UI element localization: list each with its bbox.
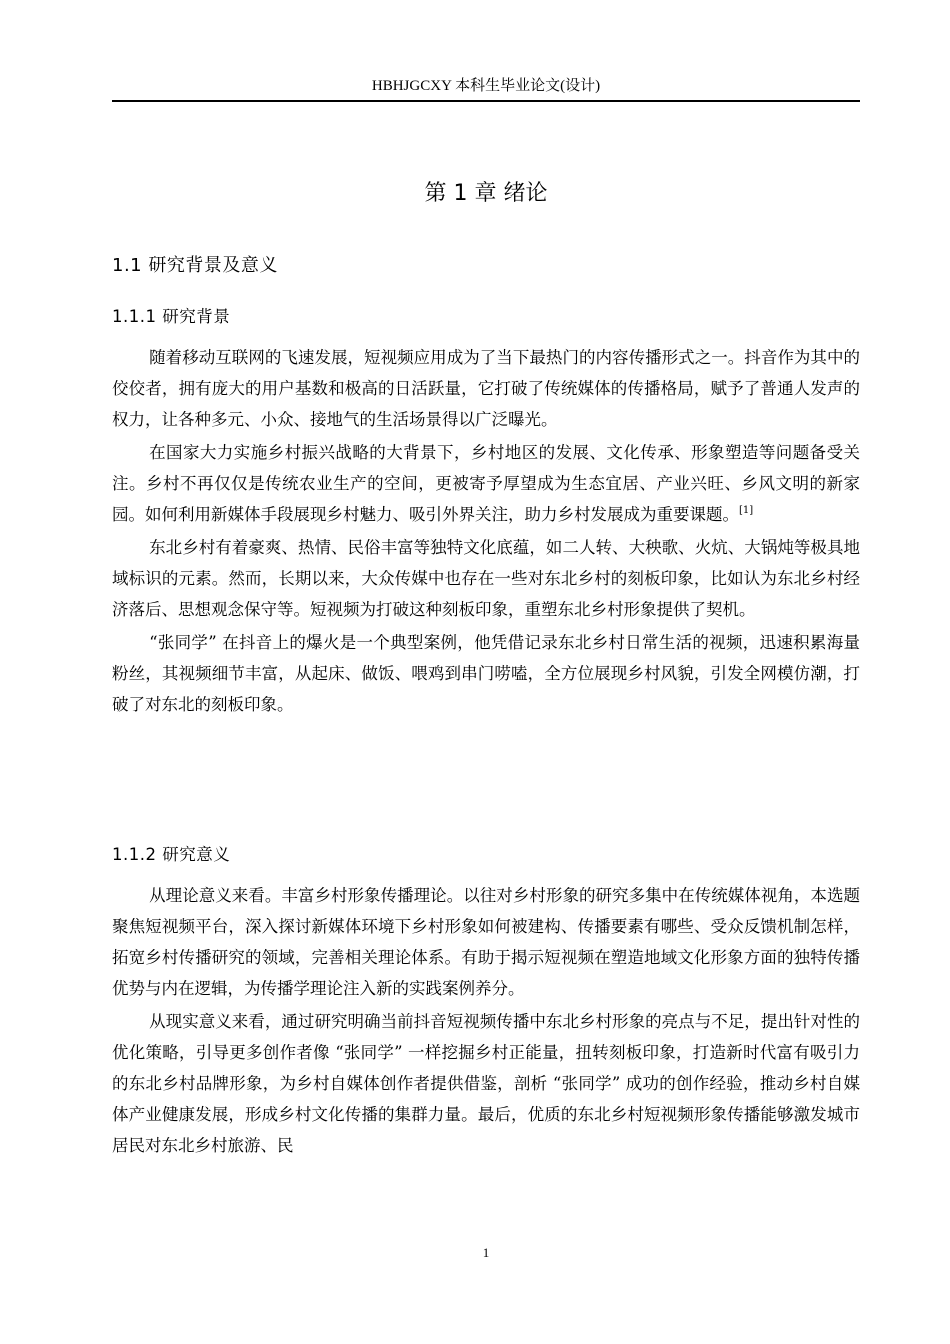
paragraph [112, 437, 860, 530]
paragraph: 东北乡村有着豪爽、热情、民俗丰富等独特文化底蕴，如二人转、大秧歌、火炕、大锅炖等极具地域标识的元素。然而，长期以来，大众传媒中也存在一些对东北乡村的刻板印象，比如认为东北乡村经济落后、思想观念保守等。短视频为打破这种刻板印象，重塑东北乡村形象提供了契机。 [112, 538, 860, 619]
page-header: HBHJGCXY 本科生毕业论文(设计) [371, 78, 601, 94]
section-heading-1-1-2: 1.1.2 研究意义 [112, 845, 231, 864]
paragraph: 从现实意义来看，通过研究明确当前抖音短视频传播中东北乡村形象的亮点与不足，提出针对性的优化策略，引导更多创作者像 “张同学” 一样挖掘乡村正能量，扭转刻板印象，打造新时代富有吸引力的东北乡村品牌形象，为乡村自媒体创作者提供借鉴，剖析 “张同学” 成功的创作经验，推动乡村自媒体产业健康发展，形成乡村文化传播的集群力量。最后，优质的东北乡村短视频形象传播能够激发城市居民对东北乡村旅游、民 [112, 1012, 860, 1155]
section-heading-1-1: 1.1 研究背景及意义 [112, 255, 278, 276]
section-1-1-1-body [112, 342, 860, 722]
citation-reference: [1] [739, 505, 754, 516]
paragraph: 从理论意义来看。丰富乡村形象传播理论。以往对乡村形象的研究多集中在传统媒体视角，本选题聚焦短视频平台，深入探讨新媒体环境下乡村形象如何被建构、传播要素有哪些、受众反馈机制怎样，拓宽乡村传播研究的领域，完善相关理论体系。有助于揭示短视频在塑造地域文化形象方面的独特传播优势与内在逻辑，为传播学理论注入新的实践案例养分。 [112, 886, 860, 998]
section-1-1-2-body [112, 880, 860, 1163]
paragraph: 随着移动互联网的飞速发展，短视频应用成为了当下最热门的内容传播形式之一。抖音作为其中的佼佼者，拥有庞大的用户基数和极高的日活跃量，它打破了传统媒体的传播格局，赋予了普通人发声的权力，让各种多元、小众、接地气的生活场景得以广泛曝光。 [112, 348, 860, 429]
paragraph: “张同学” 在抖音上的爆火是一个典型案例，他凭借记录东北乡村日常生活的视频，迅速积累海量粉丝，其视频细节丰富，从起床、做饭、喂鸡到串门唠嗑，全方位展现乡村风貌，引发全网模仿潮，打破了对东北的刻板印象。 [112, 633, 860, 714]
header-divider [112, 100, 860, 102]
section-heading-1-1-1: 1.1.1 研究背景 [112, 307, 231, 326]
page-number: 1 [482, 1245, 490, 1260]
paragraph-text: 在国家大力实施乡村振兴战略的大背景下，乡村地区的发展、文化传承、形象塑造等问题备受关注。乡村不再仅仅是传统农业生产的空间，更被寄予厚望成为生态宜居、产业兴旺、乡风文明的新家园。如何利用新媒体手段展现乡村魅力、吸引外界关注，助力乡村发展成为重要课题。 [112, 443, 860, 524]
chapter-title: 第 1 章 绪论 [424, 181, 548, 206]
